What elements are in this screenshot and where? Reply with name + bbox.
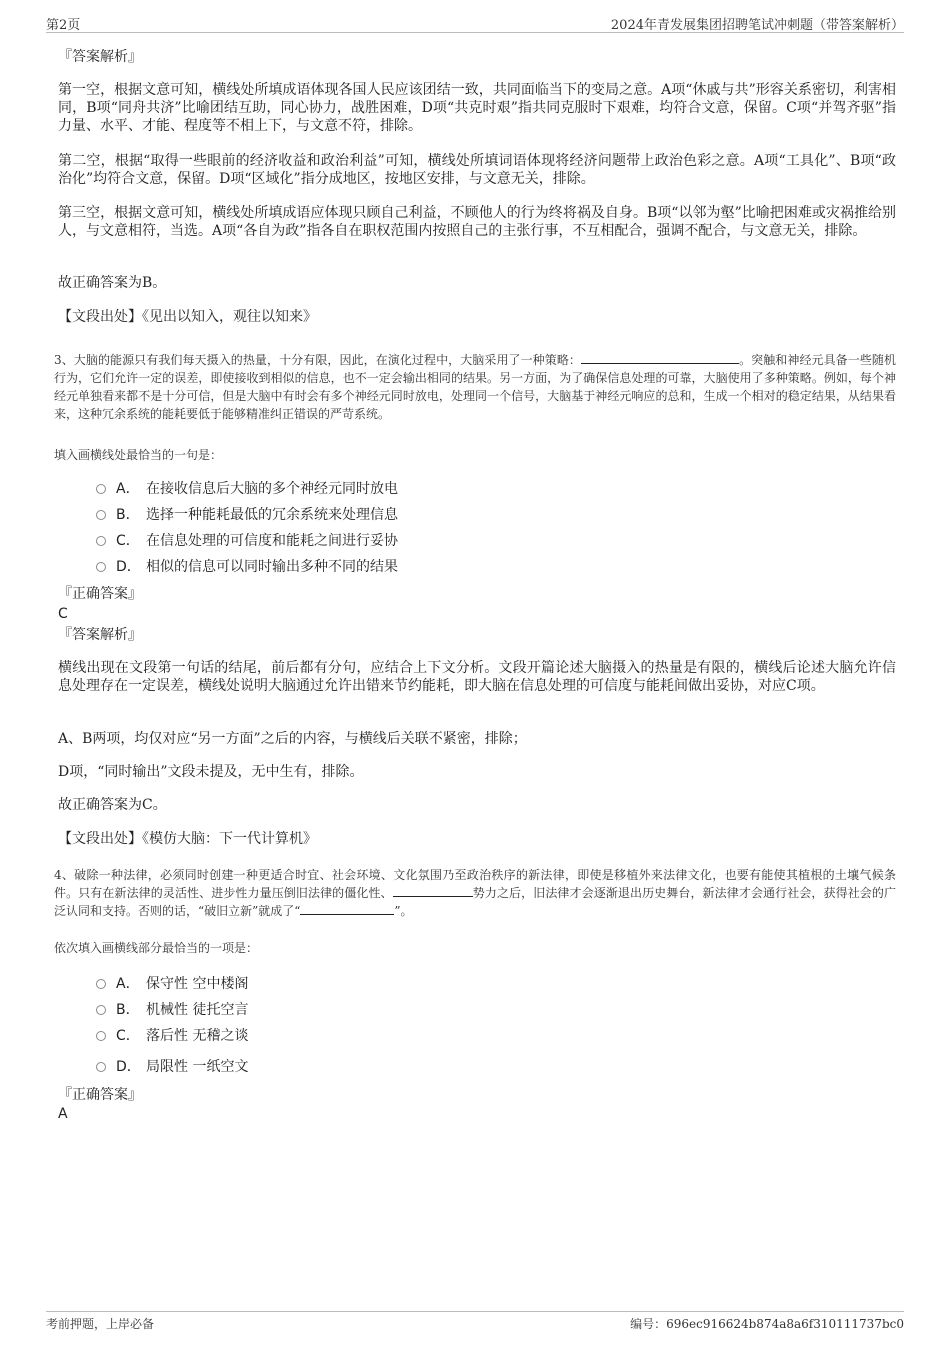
q4-stem-part2: 势力之后，旧法律才会逐渐退出历史舞台，新法律才会通行社会，获得社会的广泛认同和支持。否则的话，“破旧立新”就成了“ <box>54 886 896 918</box>
radio-icon[interactable] <box>96 1062 106 1072</box>
q4-prompt: 依次填入画横线部分最恰当的一项是： <box>54 941 259 955</box>
option-letter: B． <box>116 507 140 523</box>
q3-option-c[interactable] <box>96 532 398 550</box>
option-letter: A． <box>116 481 140 497</box>
q4-stem-part3: ”。 <box>394 904 413 918</box>
document-title: 2024年青发展集团招聘笔试冲刺题（带答案解析） <box>610 18 904 33</box>
radio-icon[interactable] <box>96 562 106 572</box>
option-letter: C． <box>116 1028 140 1044</box>
q4-answer: A <box>58 1106 68 1122</box>
document-id: 编号：696ec916624b874a8a6f310111737bc0 <box>630 1317 904 1331</box>
q3-stem <box>54 351 896 423</box>
option-text: 机械性 徒托空言 <box>146 1002 249 1018</box>
q4-option-d[interactable] <box>96 1058 248 1076</box>
q3-answer-label: 『正确答案』 <box>58 586 142 602</box>
q4-option-b[interactable] <box>96 1001 248 1019</box>
q4-blank-2 <box>300 902 394 915</box>
q2-conclusion: 故正确答案为B。 <box>58 275 167 291</box>
q3-analysis-para3: D项，“同时输出”文段未提及，无中生有，排除。 <box>58 764 364 780</box>
page-number: 第2页 <box>46 18 81 33</box>
q3-source: 【文段出处】《模仿大脑：下一代计算机》 <box>58 831 317 847</box>
radio-icon[interactable] <box>96 979 106 989</box>
q3-blank <box>581 351 739 364</box>
option-text: 落后性 无稽之谈 <box>146 1028 249 1044</box>
option-letter: B． <box>116 1002 140 1018</box>
option-text: 在接收信息后大脑的多个神经元同时放电 <box>146 481 398 497</box>
q3-option-a[interactable] <box>96 480 398 498</box>
q3-stem-part1: 3、大脑的能源只有我们每天摄入的热量，十分有限，因此，在演化过程中，大脑采用了一种策略： <box>54 353 581 367</box>
option-letter: A． <box>116 976 140 992</box>
q2-analysis-para1: 第一空，根据文意可知，横线处所填成语体现各国人民应该团结一致，共同面临当下的变局之意。A项“休戚与共”形容关系密切，利害相同，B项“同舟共济”比喻团结互助，同心协力，战胜困难，D项“共克时艰”指共同克服时下艰难，均符合文意，保留。C项“并驾齐驱”指力量、水平、才能、程度等不相上下，与文意不符，排除。 <box>58 82 896 134</box>
q3-analysis-para1: 横线出现在文段第一句话的结尾，前后都有分句，应结合上下文分析。文段开篇论述大脑摄入的热量是有限的，横线后论述大脑允许信息处理存在一定误差，横线处说明大脑通过允许出错来节约能耗，即大脑在信息处理的可信度与能耗间做出妥协，对应C项。 <box>58 660 896 694</box>
q4-blank-1 <box>393 884 473 897</box>
page-header <box>46 12 904 33</box>
q2-source: 【文段出处】《见出以知入，观往以知来》 <box>58 309 317 325</box>
q4-stem-part1: 4、破除一种法律，必须同时创建一种更适合时宜、社会环境、文化氛围乃至政治秩序的新法律，即使是移植外来法律文化，也要有能使其植根的土壤气候条件。只有在新法律的灵活性、进步性力量压倒旧法律的僵化性、 <box>54 868 896 900</box>
q4-option-c[interactable] <box>96 1027 248 1045</box>
option-text: 选择一种能耗最低的冗余系统来处理信息 <box>146 507 398 523</box>
q3-conclusion: 故正确答案为C。 <box>58 797 167 813</box>
q3-analysis-para2: A、B两项，均仅对应“另一方面”之后的内容，与横线后关联不紧密，排除； <box>58 731 527 747</box>
q3-option-b[interactable] <box>96 506 398 524</box>
q3-stem-part2: 。突触和神经元具备一些随机行为，它们允许一定的误差，即使接收到相似的信息，也不一定会输出相同的结果。另一方面，为了确保信息处理的可靠，大脑使用了多种策略。例如，每个神经元单独看来都不是十分可信，但是大脑中有时会有多个神经元同时放电，处理同一个信号，大脑基于神经元响应的总和，生成一个相对的稳定结果，从结果看来，这种冗余系统的能耗要低于能够精准纠正错误的严苛系统。 <box>54 353 896 421</box>
option-text: 相似的信息可以同时输出多种不同的结果 <box>146 559 398 575</box>
radio-icon[interactable] <box>96 510 106 520</box>
q3-answer: C <box>58 606 68 622</box>
q2-analysis-para3: 第三空，根据文意可知，横线处所填成语应体现只顾自己利益，不顾他人的行为终将祸及自身。B项“以邻为壑”比喻把困难或灾祸推给别人，与文意相符，当选。A项“各自为政”指各自在职权范围内按照自己的主张行事，不互相配合，强调不配合，与文意无关，排除。 <box>58 205 896 239</box>
option-letter: C． <box>116 533 140 549</box>
q3-prompt: 填入画横线处最恰当的一句是： <box>54 448 223 462</box>
option-text: 保守性 空中楼阁 <box>146 976 249 992</box>
option-text: 在信息处理的可信度和能耗之间进行妥协 <box>146 533 398 549</box>
q3-analysis-label: 『答案解析』 <box>58 627 142 643</box>
q3-option-d[interactable] <box>96 558 398 576</box>
radio-icon[interactable] <box>96 1005 106 1015</box>
footer-slogan: 考前押题，上岸必备 <box>46 1317 155 1331</box>
page-footer <box>46 1311 904 1342</box>
q4-stem <box>54 866 896 920</box>
q2-analysis-label: 『答案解析』 <box>58 49 142 65</box>
radio-icon[interactable] <box>96 484 106 494</box>
q4-answer-label: 『正确答案』 <box>58 1087 142 1103</box>
radio-icon[interactable] <box>96 1031 106 1041</box>
option-letter: D． <box>116 559 141 575</box>
q2-analysis-para2: 第二空，根据“取得一些眼前的经济收益和政治利益”可知，横线处所填词语体现将经济问题带上政治色彩之意。A项“工具化”、B项“政治化”均符合文意，保留。D项“区域化”指分成地区，按地区安排，与文意无关，排除。 <box>58 153 896 187</box>
option-letter: D． <box>116 1059 141 1075</box>
radio-icon[interactable] <box>96 536 106 546</box>
q4-option-a[interactable] <box>96 975 248 993</box>
option-text: 局限性 一纸空文 <box>146 1059 249 1075</box>
